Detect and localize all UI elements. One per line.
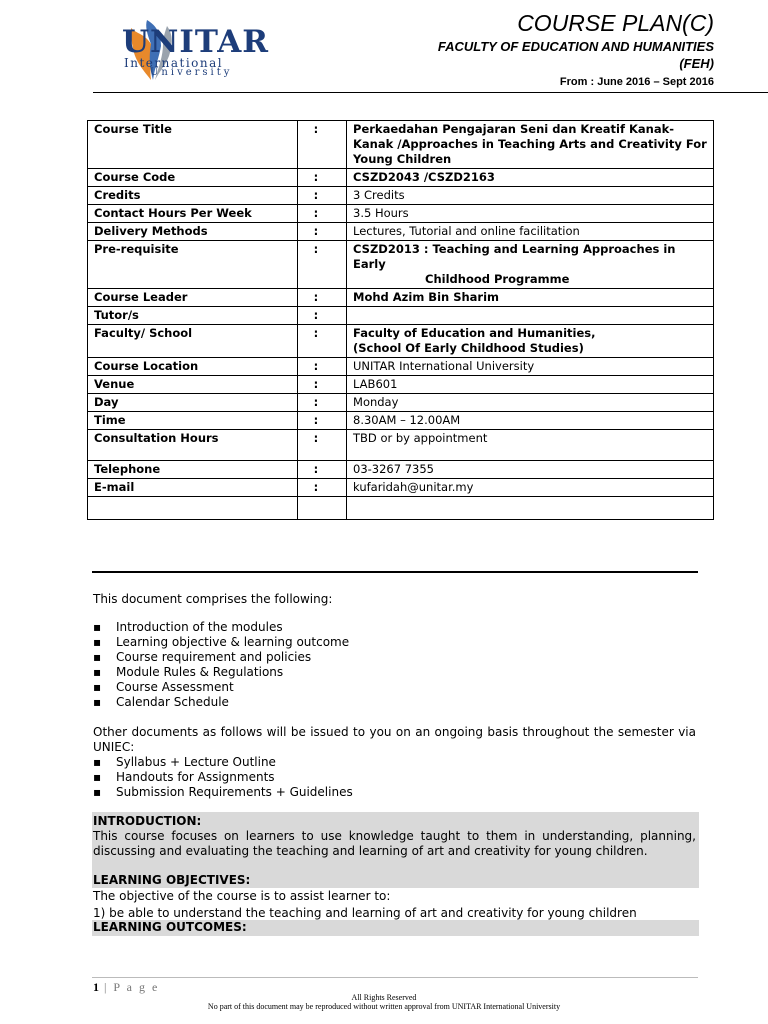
row-colon: : [297, 358, 346, 376]
list-item: ▪ Course Assessment [93, 680, 593, 695]
row-value-line: Lectures, Tutorial and online facilitation [353, 224, 580, 238]
table-row [88, 205, 714, 223]
row-value-line: (School Of Early Childhood Studies) [353, 341, 584, 355]
row-value-line: 3 Credits [353, 188, 405, 202]
page-number-value: 1 [93, 980, 99, 994]
row-label: Venue [88, 376, 298, 394]
table-row [88, 187, 714, 205]
row-label [88, 497, 298, 520]
row-colon: : [297, 376, 346, 394]
row-value-line: CSZD2043 /CSZD2163 [353, 170, 495, 184]
learning-objectives-intro: The objective of the course is to assist learner to: [93, 889, 391, 903]
row-value [347, 412, 714, 430]
row-label: Contact Hours Per Week [88, 205, 298, 223]
faculty-name: FACULTY OF EDUCATION AND HUMANITIES [437, 39, 714, 54]
row-label: Course Leader [88, 289, 298, 307]
page-label: | P a g e [99, 980, 160, 994]
table-row [88, 325, 714, 358]
logo-wordmark: UNITAR [122, 24, 270, 60]
course-period: From : June 2016 – Sept 2016 [559, 76, 714, 88]
row-label: Course Title [88, 121, 298, 169]
row-value-line: Monday [353, 395, 399, 409]
row-value [347, 307, 714, 325]
table-row [88, 169, 714, 187]
row-value [347, 394, 714, 412]
row-colon: : [297, 121, 346, 169]
introduction-heading: INTRODUCTION: [93, 814, 202, 828]
row-colon: : [297, 205, 346, 223]
table-row [88, 430, 714, 461]
table-row [88, 461, 714, 479]
list-item: ▪ Course requirement and policies [93, 650, 593, 665]
list-item: ▪ Submission Requirements + Guidelines [93, 785, 593, 800]
row-colon: : [297, 412, 346, 430]
row-value-line: kufaridah@unitar.my [353, 480, 474, 494]
list-item: ▪ Handouts for Assignments [93, 770, 593, 785]
row-value [347, 376, 714, 394]
row-value-line: Perkaedahan Pengajaran Seni dan Kreatif Kanak-Kanak /Approaches in Teaching Arts and Creativity For Young Children [353, 122, 707, 166]
row-value-line: CSZD2013 : Teaching and Learning Approaches in Early [353, 242, 676, 271]
row-value [347, 187, 714, 205]
row-value-line: 8.30AM – 12.00AM [353, 413, 461, 427]
row-value [347, 461, 714, 479]
row-value-line: Childhood Programme [425, 272, 570, 286]
table-row [88, 241, 714, 289]
comprises-intro: This document comprises the following: [93, 592, 333, 606]
list-item: ▪ Syllabus + Lecture Outline [93, 755, 593, 770]
learning-objective-item: 1) be able to understand the teaching and learning of art and creativity for young children [93, 906, 637, 920]
row-value [347, 430, 714, 461]
other-documents-list [93, 755, 593, 800]
row-colon: : [297, 169, 346, 187]
comprises-list [93, 620, 593, 710]
row-value [347, 223, 714, 241]
row-value [347, 205, 714, 223]
table-row [88, 376, 714, 394]
row-value [347, 241, 714, 289]
row-value-line: LAB601 [353, 377, 398, 391]
row-value-line: Faculty of Education and Humanities, [353, 326, 596, 340]
row-value-line: 3.5 Hours [353, 206, 409, 220]
list-item: ▪ Module Rules & Regulations [93, 665, 593, 680]
row-label: Consultation Hours [88, 430, 298, 461]
row-value-line: TBD or by appointment [353, 431, 488, 445]
row-label: Telephone [88, 461, 298, 479]
row-label: Day [88, 394, 298, 412]
table-row [88, 121, 714, 169]
other-documents-text: Other documents as follows will be issued to you on an ongoing basis throughout the semester via UNIEC: [93, 725, 696, 754]
list-item: ▪ Calendar Schedule [93, 695, 593, 710]
row-colon: : [297, 479, 346, 497]
row-colon: : [297, 461, 346, 479]
row-value [347, 169, 714, 187]
row-value [347, 289, 714, 307]
table-row [88, 289, 714, 307]
row-colon: : [297, 241, 346, 289]
row-label: Pre-requisite [88, 241, 298, 289]
table-row [88, 223, 714, 241]
header-divider [93, 92, 768, 93]
row-label: Faculty/ School [88, 325, 298, 358]
introduction-text: This course focuses on learners to use knowledge taught to them in understanding, planning, discussing and evaluating the teaching and learning of art and creativity for young children. [93, 829, 696, 858]
row-label: Tutor/s [88, 307, 298, 325]
row-value [347, 497, 714, 520]
row-colon: : [297, 289, 346, 307]
row-colon: : [297, 187, 346, 205]
row-colon: : [297, 430, 346, 461]
row-colon: : [297, 325, 346, 358]
row-label: Credits [88, 187, 298, 205]
faculty-abbreviation: (FEH) [679, 56, 714, 71]
section-divider [92, 571, 698, 573]
table-row [88, 358, 714, 376]
row-value [347, 325, 714, 358]
row-colon: : [297, 307, 346, 325]
learning-outcomes-heading: LEARNING OUTCOMES: [93, 920, 247, 934]
row-colon [297, 497, 346, 520]
table-row [88, 479, 714, 497]
row-colon: : [297, 223, 346, 241]
list-item: ▪ Learning objective & learning outcome [93, 635, 593, 650]
logo-subtitle-university: University [150, 67, 233, 78]
logo-subtitle-international: International [124, 56, 224, 70]
row-label: E-mail [88, 479, 298, 497]
row-value-line: UNITAR International University [353, 359, 535, 373]
row-value-line: 03-3267 7355 [353, 462, 434, 476]
row-value [347, 479, 714, 497]
table-row [88, 394, 714, 412]
document-title: COURSE PLAN(C) [517, 10, 714, 36]
row-value [347, 358, 714, 376]
row-colon: : [297, 394, 346, 412]
table-row [88, 412, 714, 430]
table-row [88, 307, 714, 325]
row-label: Course Location [88, 358, 298, 376]
copyright-notice: No part of this document may be reproduced without written approval from UNITAR International University [207, 1002, 561, 1011]
footer-divider [92, 977, 698, 978]
row-label: Course Code [88, 169, 298, 187]
rights-reserved: All Rights Reserved [351, 993, 417, 1002]
course-info-table [87, 120, 714, 520]
table-row [88, 497, 714, 520]
list-item: ▪ Introduction of the modules [93, 620, 593, 635]
row-label: Time [88, 412, 298, 430]
row-value [347, 121, 714, 169]
row-value-line: Mohd Azim Bin Sharim [353, 290, 500, 304]
row-label: Delivery Methods [88, 223, 298, 241]
learning-objectives-heading: LEARNING OBJECTIVES: [93, 873, 251, 887]
